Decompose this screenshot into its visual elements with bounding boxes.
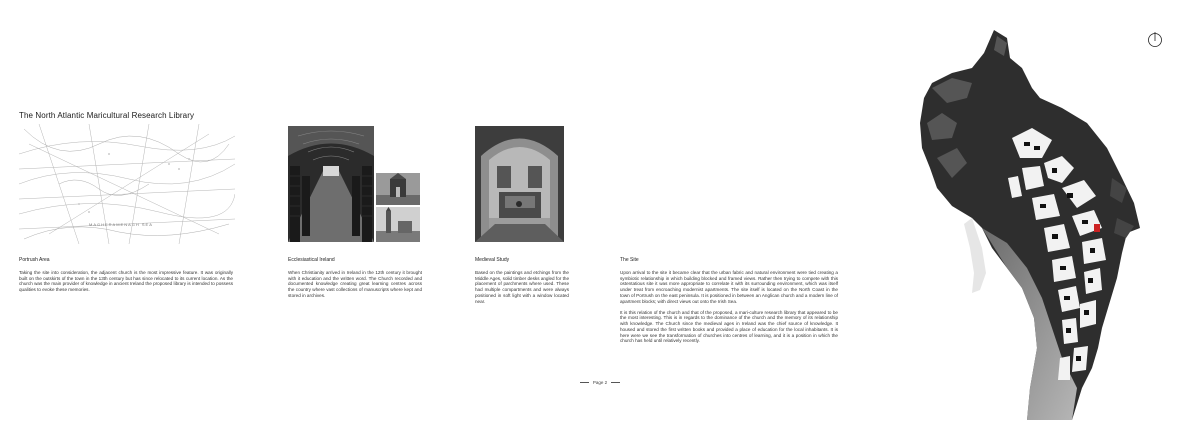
round-tower-image xyxy=(376,207,420,242)
site-highlight xyxy=(1094,224,1100,232)
text-ecclesiastical-ireland: When Christianity arrived in Ireland in the 12th century it brought with it education and the written word. The Church recorded and documented knowledge creating great learning centres across the country where vast collections of manuscripts where kept and stored in archives. xyxy=(288,270,422,298)
text-medieval-study: Based on the paintings and etchings from the Middle Ages, solid timber desks angled for the placement of parchments where used. These had multiple compartments and were always positioned in soft light with a window located near. xyxy=(475,270,569,304)
medieval-study-image xyxy=(475,126,564,242)
caption-ecclesiastical-ireland: Ecclesiastical Ireland xyxy=(288,257,335,263)
page-number-label: Page 2 xyxy=(592,380,608,385)
page-title: The North Atlantic Maricultural Research Library xyxy=(19,111,195,120)
library-hall-image xyxy=(288,126,374,242)
map-sea-label: MAGHERAMENAGH SEA xyxy=(89,222,153,227)
text-the-site xyxy=(620,270,838,349)
caption-medieval-study: Medieval Study xyxy=(475,257,510,263)
portrush-area-map-image xyxy=(19,124,235,244)
site-paragraph-1: Upon arrival to the site it became clear that the urban fabric and natural environment were tied creating a symbiotic relationship in which building blocked and framed views. Rather then trying to compete with this ostentatious site it was more appropriate to correlate it with its surrounding environment, which was itself under treat from encroaching modernist apartments. The site itself is located on the North Coast in the town of Portrush on the east peninsula. It is positioned in between an Anglican church and a modern line of apartment blocks; with direct views out onto the Irish Sea. xyxy=(620,270,838,304)
text-portrush-area: Taking the site into consideration, the adjacent church is the most impressive feature. It was originally built on the outskirts of the town in the 13th century but has since relocated to its current location. As the church was the main provider of knowledge in ancient Ireland the proposed library is intended to possess qualities to evoke these memories. xyxy=(19,270,233,293)
page-dash-left xyxy=(580,382,589,383)
page-dash-right xyxy=(611,382,620,383)
caption-the-site: The Site xyxy=(620,257,639,263)
site-plan-map-image xyxy=(912,28,1170,420)
ruined-church-image xyxy=(376,173,420,205)
caption-portrush-area: Portrush Area xyxy=(19,257,50,263)
site-paragraph-2: It is this relation of the church and that of the proposed, a mari-culture research library that appeared to be the most interesting. This is in regards to the dominance of the church and the memory of its relationship with knowledge. The Church since the medieval ages in Ireland was the chief source of knowledge. It housed and stored the first written books and provided a place of education for the local inhabitants. It is here were we see the transformation of churches into centres of learning, and it is a position in which the church has held until relatively recently. xyxy=(620,309,838,344)
